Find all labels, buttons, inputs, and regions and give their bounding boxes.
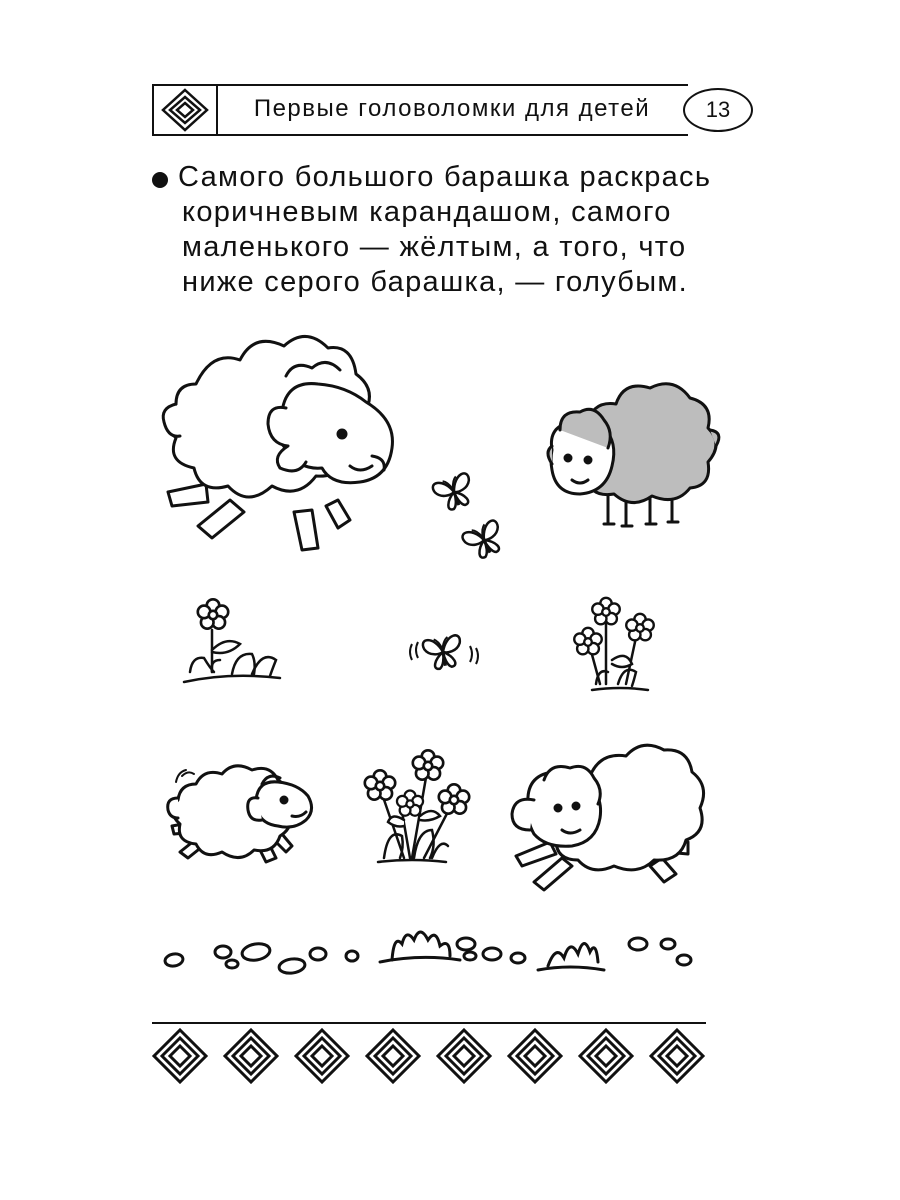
flower: [439, 784, 469, 813]
flower: [413, 750, 443, 779]
medium-sheep: [512, 745, 704, 890]
flower: [397, 791, 423, 816]
small-sheep: [168, 766, 312, 862]
nested-diamond-icon: [154, 1030, 206, 1082]
butterfly-3: [410, 635, 478, 671]
nested-diamond-icon: [509, 1030, 561, 1082]
nested-diamond-icon: [438, 1030, 490, 1082]
nested-diamond-icon: [296, 1030, 348, 1082]
nested-diamond-icon: [651, 1030, 703, 1082]
flower: [592, 598, 620, 625]
task-line: коричневым карандашом, самого: [182, 196, 672, 228]
nested-diamond-icon: [225, 1030, 277, 1082]
task-line: маленького — жёлтым, а того, что: [182, 231, 687, 263]
flower: [198, 599, 228, 628]
page-number: 13: [683, 88, 753, 132]
task-line: ниже серого барашка, — голубым.: [182, 266, 688, 298]
task-line: Самого большого барашка раскрась: [178, 161, 712, 193]
nested-diamond-icon: [367, 1030, 419, 1082]
butterfly-2: [461, 519, 508, 562]
book-title: Первые головоломки для детей: [253, 95, 651, 122]
large-sheep: [163, 336, 392, 550]
footer-rule: [152, 1022, 706, 1024]
nested-diamond-icon: [580, 1030, 632, 1082]
flower-bush-left: [184, 630, 280, 682]
flower: [626, 614, 654, 641]
grey-sheep: [548, 384, 719, 526]
footer-ornament-row: [150, 1028, 710, 1084]
flower: [365, 770, 395, 799]
ground-strip: [164, 932, 691, 975]
flower: [574, 628, 602, 655]
butterfly-1: [432, 472, 477, 513]
